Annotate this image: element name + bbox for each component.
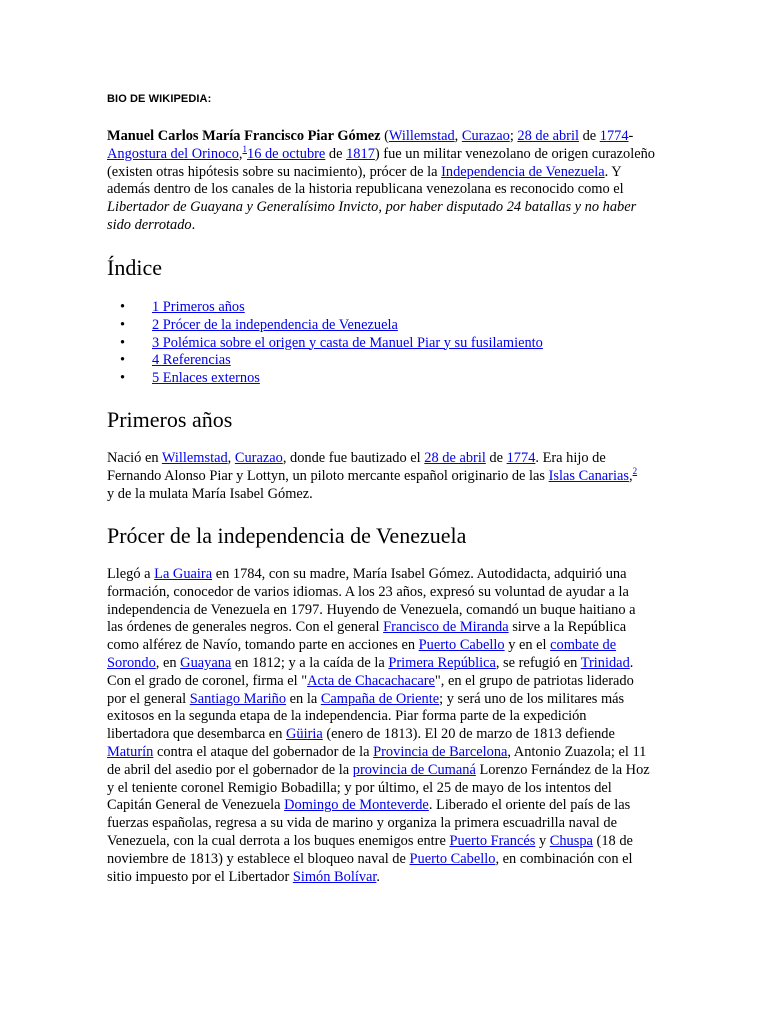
link-birth-date[interactable]: 28 de abril [517, 128, 579, 144]
text: y en el [504, 637, 551, 654]
toc-link-primeros-anos[interactable]: 1 Primeros años [152, 299, 245, 315]
link-chuspa[interactable]: Chuspa [549, 832, 593, 849]
text: . [376, 868, 381, 885]
heading-procer: Prócer de la independencia de Venezuela [107, 523, 467, 548]
text: . Y además dentro de los canales de la historia republicana venezolana es reconocido como el [107, 163, 624, 198]
link-francisco-de-miranda[interactable]: Francisco de Miranda [383, 619, 509, 636]
link-birth-year[interactable]: 1774 [506, 450, 536, 466]
text: de [485, 450, 507, 466]
link-willemstad[interactable]: Willemstad [388, 128, 455, 144]
link-death-year[interactable]: 1817 [346, 145, 375, 162]
bullet: • [120, 316, 126, 333]
text: Llegó a [107, 566, 155, 582]
text: ; [509, 128, 518, 144]
text: ) fue un militar venezolano de origen curazoleño (existen otras hipótesis sobre su nacimiento), prócer de la [107, 145, 655, 180]
bullet: • [120, 370, 126, 387]
text: en 1812; y a la caída de la [231, 654, 389, 671]
text: y [535, 832, 550, 849]
link-campana-de-oriente[interactable]: Campaña de Oriente [320, 690, 440, 707]
text: , [628, 467, 633, 484]
link-birth-date[interactable]: 28 de abril [424, 450, 486, 466]
toc-item [107, 317, 543, 335]
table-of-contents [107, 299, 543, 388]
bullet: • [120, 334, 126, 351]
link-angostura[interactable]: Angostura del Orinoco [107, 145, 239, 162]
text: y de la mulata María Isabel Gómez. [107, 485, 313, 502]
heading-primeros-anos: Primeros años [107, 407, 233, 432]
text: . [191, 216, 196, 233]
link-primera-republica[interactable]: Primera República [388, 654, 496, 671]
toc-item [107, 335, 543, 353]
text: , [238, 145, 243, 162]
link-la-guaira[interactable]: La Guaira [154, 566, 213, 582]
person-name: Manuel Carlos María Francisco Piar Gómez [107, 128, 381, 144]
text: - [628, 128, 634, 144]
text: ", en el grupo de patriotas liderado por el general [107, 672, 634, 707]
link-death-date[interactable]: 16 de octubre [247, 145, 326, 162]
link-maturin[interactable]: Maturín [107, 743, 154, 760]
link-acta-de-chacachacare[interactable]: Acta de Chacachacare [307, 672, 435, 689]
toc-link-procer[interactable]: 2 Prócer de la independencia de Venezuela [152, 316, 398, 333]
text: de [325, 145, 347, 162]
text: , [454, 128, 462, 144]
text: en 1784, con su madre, María Isabel Gómez. Autodidacta, adquirió una formación, conocedor de varios idiomas. A los 23 años, expresó su voluntad de ayudar a la independencia de Venezuela en 1797. Huyendo de Venezuela, comandó un buque haitiano a las órdenes de generales negros. Con el general [107, 566, 636, 636]
link-guiria[interactable]: Güiria [286, 726, 323, 743]
text: contra el ataque del gobernador de la [153, 743, 374, 760]
text: . Era hijo de Fernando Alonso Piar y Lottyn, un piloto mercante español originario de las [107, 450, 606, 484]
text: , Antonio Zuazola; el 11 de abril del asedio por el gobernador de la [107, 743, 647, 778]
text: , se refugió en [495, 654, 581, 671]
link-santiago-marino[interactable]: Santiago Mariño [189, 690, 287, 707]
link-curazao[interactable]: Curazao [234, 450, 283, 466]
link-domingo-de-monteverde[interactable]: Domingo de Monteverde [284, 797, 429, 814]
link-puerto-cabello[interactable]: Puerto Cabello [418, 637, 505, 654]
link-islas-canarias[interactable]: Islas Canarias [548, 467, 629, 484]
text: (enero de 1813). El 20 de marzo de 1813 defiende [322, 726, 615, 743]
text: . Liberado el oriente del país de las fuerzas españolas, regresa a su vida de marino y organiza la primera escuadrilla naval de Venezuela, con la cual derrota a los buques enemigos entre [107, 797, 631, 849]
text: Nació en [107, 450, 162, 466]
text: . Con el grado de coronel, firma el " [107, 654, 634, 689]
text: ; y será uno de los militares más exitosos en la segunda etapa de la independencia. Piar forma parte de la expedición libertadora que desembarca en [107, 690, 625, 743]
toc-link-referencias[interactable]: 4 Referencias [152, 352, 231, 369]
text: de [578, 128, 600, 144]
link-provincia-de-cumana[interactable]: provincia de Cumaná [352, 761, 476, 778]
primeros-paragraph [107, 450, 647, 503]
text: , [227, 450, 235, 466]
toc-link-enlaces[interactable]: 5 Enlaces externos [152, 370, 260, 387]
link-birth-year[interactable]: 1774 [599, 128, 629, 144]
intro-paragraph [107, 128, 663, 235]
link-puerto-cabello[interactable]: Puerto Cabello [409, 850, 496, 867]
link-provincia-de-barcelona[interactable]: Provincia de Barcelona [373, 743, 508, 760]
link-independencia[interactable]: Independencia de Venezuela [441, 163, 605, 180]
footnote-1[interactable]: 1 [242, 144, 247, 154]
bullet: • [120, 352, 126, 369]
link-curazao[interactable]: Curazao [461, 128, 510, 144]
text: , en [155, 654, 181, 671]
italic-epithet: Libertador de Guayana y Generalísimo Invicto, por haber disputado 24 batallas y no haber sido derrotado [107, 199, 637, 233]
text: (18 de noviembre de 1813) y establece el bloqueo naval de [107, 832, 633, 867]
toc-link-polemica[interactable]: 3 Polémica sobre el origen y casta de Manuel Piar y su fusilamiento [152, 334, 543, 351]
text: sirve a la República como alférez de Navío, tomando parte en acciones en [107, 619, 627, 654]
link-combate-de-sorondo[interactable]: combate de Sorondo [107, 637, 617, 671]
link-puerto-frances[interactable]: Puerto Francés [449, 832, 536, 849]
link-simon-bolivar[interactable]: Simón Bolívar [292, 868, 377, 885]
text: Lorenzo Fernández de la Hoz y el teniente coronel Remigio Bobadilla; y por último, el 25 de mayo de los intentos del Capitán General de Venezuela [107, 761, 650, 814]
link-willemstad[interactable]: Willemstad [161, 450, 228, 466]
text: , en combinación con el sitio impuesto por el Libertador [107, 850, 633, 885]
text: en la [286, 690, 321, 707]
source-label: BIO DE WIKIPEDIA: [107, 93, 212, 105]
toc-item [107, 370, 543, 388]
toc-item [107, 299, 543, 317]
toc-item [107, 352, 543, 370]
bullet: • [120, 299, 126, 315]
link-trinidad[interactable]: Trinidad [580, 654, 630, 671]
text: ( [380, 128, 389, 144]
procer-paragraph [107, 566, 652, 886]
footnote-2[interactable]: 2 [632, 466, 638, 476]
heading-indice: Índice [107, 255, 162, 280]
text: , donde fue bautizado el [282, 450, 425, 466]
link-guayana[interactable]: Guayana [180, 654, 232, 671]
